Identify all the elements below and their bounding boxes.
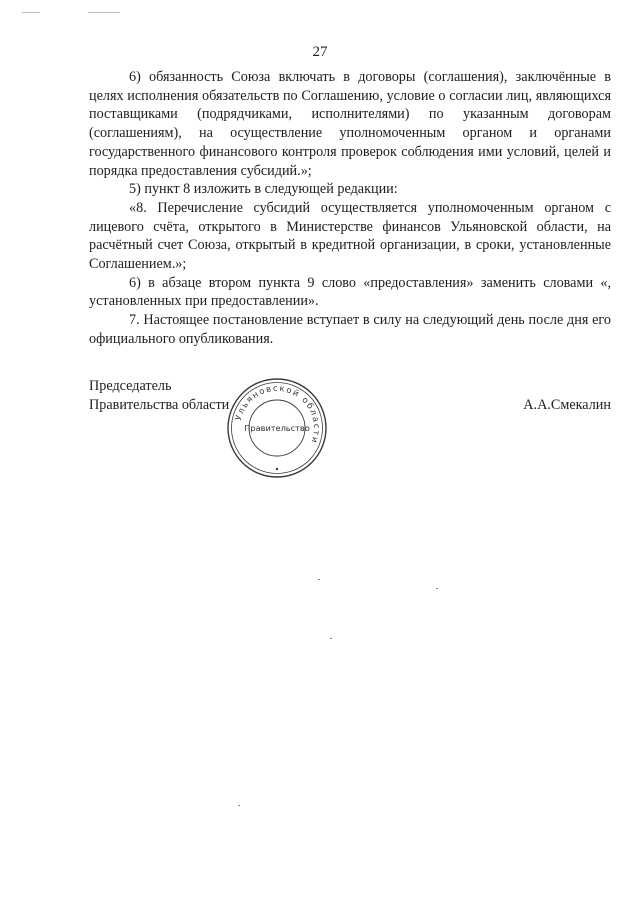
scan-artifact (318, 579, 320, 580)
paragraph: 7. Настоящее постановление вступает в силу на следующий день после дня его официального опубликования. (89, 312, 611, 347)
scan-artifact (88, 12, 120, 13)
paragraph: 6) в абзаце втором пункта 9 слово «предоставления» заменить словами «, установленных при предоставлении». (89, 274, 611, 310)
signatory-title-line: Правительства области (89, 397, 230, 413)
official-seal (224, 375, 330, 481)
scan-artifact (22, 12, 40, 13)
signatory-name: А.А.Смекалин (523, 397, 611, 413)
document-body (89, 68, 611, 349)
paragraph: 6) обязанность Союза включать в договоры (соглашения), заключённые в целях исполнения обязательств по Соглашению, условие о согласии лиц, являющихся поставщиками (подрядчиками, исполнителями) по указанным договорам (соглашениям), на осуществление уполномоченным органом и органами государственного финансового контроля проверок соблюдения ими условий, целей и порядка предоставления субсидий.»; (89, 69, 611, 179)
seal-center-text: Правительство (244, 423, 310, 433)
scan-artifact (436, 588, 438, 589)
signatory-title (89, 377, 229, 415)
signature-block (89, 377, 611, 437)
page-number: 27 (312, 44, 328, 60)
seal-ring-text: Ульяновской области (233, 383, 322, 446)
svg-text:Ульяновской области (234, 384, 321, 445)
signatory-title-line: Председатель (89, 378, 172, 394)
paragraph: 5) пункт 8 изложить в следующей редакции: (129, 181, 398, 198)
scan-artifact (330, 638, 332, 639)
paragraph: «8. Перечисление субсидий осуществляется уполномоченным органом с лицевого счёта, открытого в Министерстве финансов Ульяновской области, на расчётный счет Союза, открытый в кредитной организации, в сроки, установленные Соглашением.»; (89, 199, 611, 273)
scan-artifact (238, 805, 240, 806)
